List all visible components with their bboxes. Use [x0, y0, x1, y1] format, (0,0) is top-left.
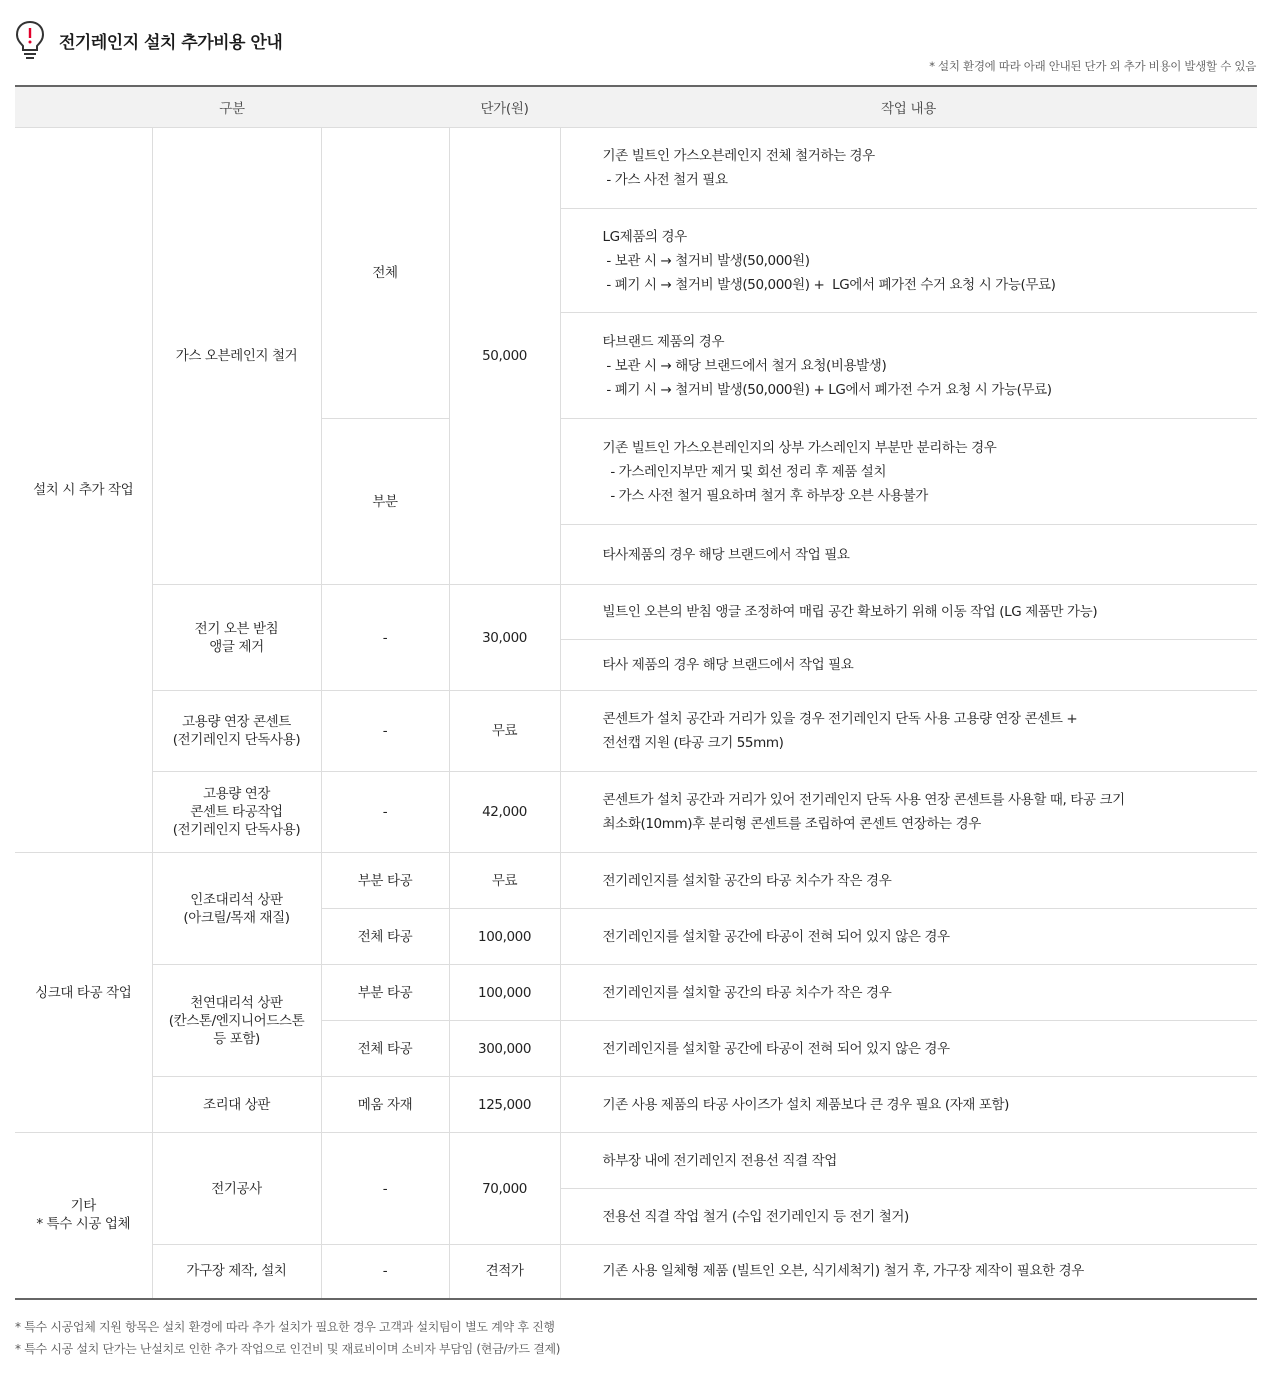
description-cell: 콘센트가 설치 공간과 거리가 있어 전기레인지 단독 사용 연장 콘센트를 사용할 때, 타공 크기 최소화(10mm)후 분리형 콘센트를 조립하여 콘센트 연장하는 경우: [560, 772, 1257, 853]
description-cell: 전기레인지를 설치할 공간에 타공이 전혀 되어 있지 않은 경우: [560, 909, 1257, 965]
group-install: 설치 시 추가 작업: [15, 128, 152, 853]
item-artificial-name: 인조대리석 상판 (아크릴/목재 재질): [152, 853, 321, 965]
item-oven-angle-name: 전기 오븐 받침 앵글 제거: [152, 585, 321, 691]
item-cooktop-name: 조리대 상판: [152, 1077, 321, 1133]
item-outlet-drill-price: 42,000: [449, 772, 560, 853]
item-electric-sub: -: [321, 1133, 449, 1245]
description-cell: 전용선 직결 작업 철거 (수입 전기레인지 등 전기 철거): [560, 1189, 1257, 1245]
item-outlet-name: 고용량 연장 콘센트 (전기레인지 단독사용): [152, 691, 321, 772]
bottom-notes: [15, 1316, 560, 1360]
description-cell: 기존 사용 일체형 제품 (빌트인 오븐, 식기세척기) 철거 후, 가구장 제작이 필요한 경우: [560, 1245, 1257, 1299]
description-cell: 타사 제품의 경우 해당 브랜드에서 작업 필요: [560, 640, 1257, 691]
bottom-note: * 특수 시공 설치 단가는 난설치로 인한 추가 작업으로 인건비 및 재료비이며 소비자 부담임 (현금/카드 결제): [15, 1342, 561, 1356]
page-header: [15, 20, 282, 60]
item-cooktop-price: 125,000: [449, 1077, 560, 1133]
group-sink: 싱크대 타공 작업: [15, 853, 152, 1133]
item-outlet-drill-name: 고용량 연장 콘센트 타공작업 (전기레인지 단독사용): [152, 772, 321, 853]
item-gas-oven-full: 전체: [321, 128, 449, 419]
item-outlet-drill-sub: -: [321, 772, 449, 853]
table-row: [15, 965, 1257, 1021]
description-cell: 콘센트가 설치 공간과 거리가 있을 경우 전기레인지 단독 사용 고용량 연장 콘센트 + 전선캡 지원 (타공 크기 55mm): [560, 691, 1257, 772]
item-sub-cell: 부분 타공: [321, 965, 449, 1021]
item-outlet-sub: -: [321, 691, 449, 772]
table-row: [15, 1245, 1257, 1299]
item-price-cell: 100,000: [449, 965, 560, 1021]
description-cell: LG제품의 경우 - 보관 시 → 철거비 발생(50,000원) - 폐기 시 → 철거비 발생(50,000원) + LG에서 폐가전 수거 요청 시 가능(무료): [560, 209, 1257, 313]
description-cell: 기존 사용 제품의 타공 사이즈가 설치 제품보다 큰 경우 필요 (자재 포함): [560, 1077, 1257, 1133]
description-cell: 전기레인지를 설치할 공간의 타공 치수가 작은 경우: [560, 965, 1257, 1021]
description-cell: 하부장 내에 전기레인지 전용선 직결 작업: [560, 1133, 1257, 1189]
description-cell: 타사제품의 경우 해당 브랜드에서 작업 필요: [560, 525, 1257, 585]
header-content: 작업 내용: [560, 86, 1257, 128]
item-price-cell: 300,000: [449, 1021, 560, 1077]
item-cooktop-sub: 메움 자재: [321, 1077, 449, 1133]
table-row: [15, 1077, 1257, 1133]
item-sub-cell: 부분 타공: [321, 853, 449, 909]
item-oven-angle-sub: -: [321, 585, 449, 691]
item-natural-name: 천연대리석 상판 (칸스톤/엔지니어드스톤 등 포함): [152, 965, 321, 1077]
page-title: 전기레인지 설치 추가비용 안내: [59, 32, 283, 53]
item-furniture-sub: -: [321, 1245, 449, 1299]
table-row: [15, 128, 1257, 209]
table-header-row: [15, 86, 1257, 128]
table-row: [15, 691, 1257, 772]
item-electric-price: 70,000: [449, 1133, 560, 1245]
description-cell: 기존 빌트인 가스오븐레인지 전체 철거하는 경우 - 가스 사전 철거 필요: [560, 128, 1257, 209]
table-row: [15, 1133, 1257, 1189]
description-cell: 빌트인 오븐의 받침 앵글 조정하여 매립 공간 확보하기 위해 이동 작업 (LG 제품만 가능): [560, 585, 1257, 640]
table-row: [15, 772, 1257, 853]
item-price-cell: 무료: [449, 853, 560, 909]
table-row: [15, 585, 1257, 640]
item-outlet-price: 무료: [449, 691, 560, 772]
item-gas-oven-name: 가스 오븐레인지 철거: [152, 128, 321, 585]
description-cell: 전기레인지를 설치할 공간의 타공 치수가 작은 경우: [560, 853, 1257, 909]
description-cell: 전기레인지를 설치할 공간에 타공이 전혀 되어 있지 않은 경우: [560, 1021, 1257, 1077]
item-gas-oven-partial: 부분: [321, 419, 449, 585]
item-furniture-price: 견적가: [449, 1245, 560, 1299]
bottom-note: * 특수 시공업체 지원 항목은 설치 환경에 따라 추가 설치가 필요한 경우 고객과 설치팀이 별도 계약 후 진행: [15, 1320, 555, 1334]
item-sub-cell: 전체 타공: [321, 909, 449, 965]
item-oven-angle-price: 30,000: [449, 585, 560, 691]
header-price: 단가(원): [449, 86, 560, 128]
top-note: * 설치 환경에 따라 아래 안내된 단가 외 추가 비용이 발생할 수 있음: [929, 59, 1256, 73]
item-gas-oven-price: 50,000: [449, 128, 560, 585]
group-etc: 기타 * 특수 시공 업체: [15, 1133, 152, 1299]
description-cell: 타브랜드 제품의 경우 - 보관 시 → 해당 브랜드에서 철거 요청(비용발생) - 폐기 시 → 철거비 발생(50,000원) + LG에서 폐가전 수거 요청 시 가능(무료): [560, 313, 1257, 419]
item-furniture-name: 가구장 제작, 설치: [152, 1245, 321, 1299]
item-electric-name: 전기공사: [152, 1133, 321, 1245]
item-sub-cell: 전체 타공: [321, 1021, 449, 1077]
lightbulb-icon: [15, 20, 45, 60]
table-row: [15, 853, 1257, 909]
cost-table: [15, 85, 1257, 1300]
description-cell: 기존 빌트인 가스오븐레인지의 상부 가스레인지 부분만 분리하는 경우 - 가스레인지부만 제거 및 회선 정리 후 제품 설치 - 가스 사전 철거 필요하며 철거 후 하부장 오븐 사용불가: [560, 419, 1257, 525]
item-price-cell: 100,000: [449, 909, 560, 965]
header-category: 구분: [15, 86, 449, 128]
